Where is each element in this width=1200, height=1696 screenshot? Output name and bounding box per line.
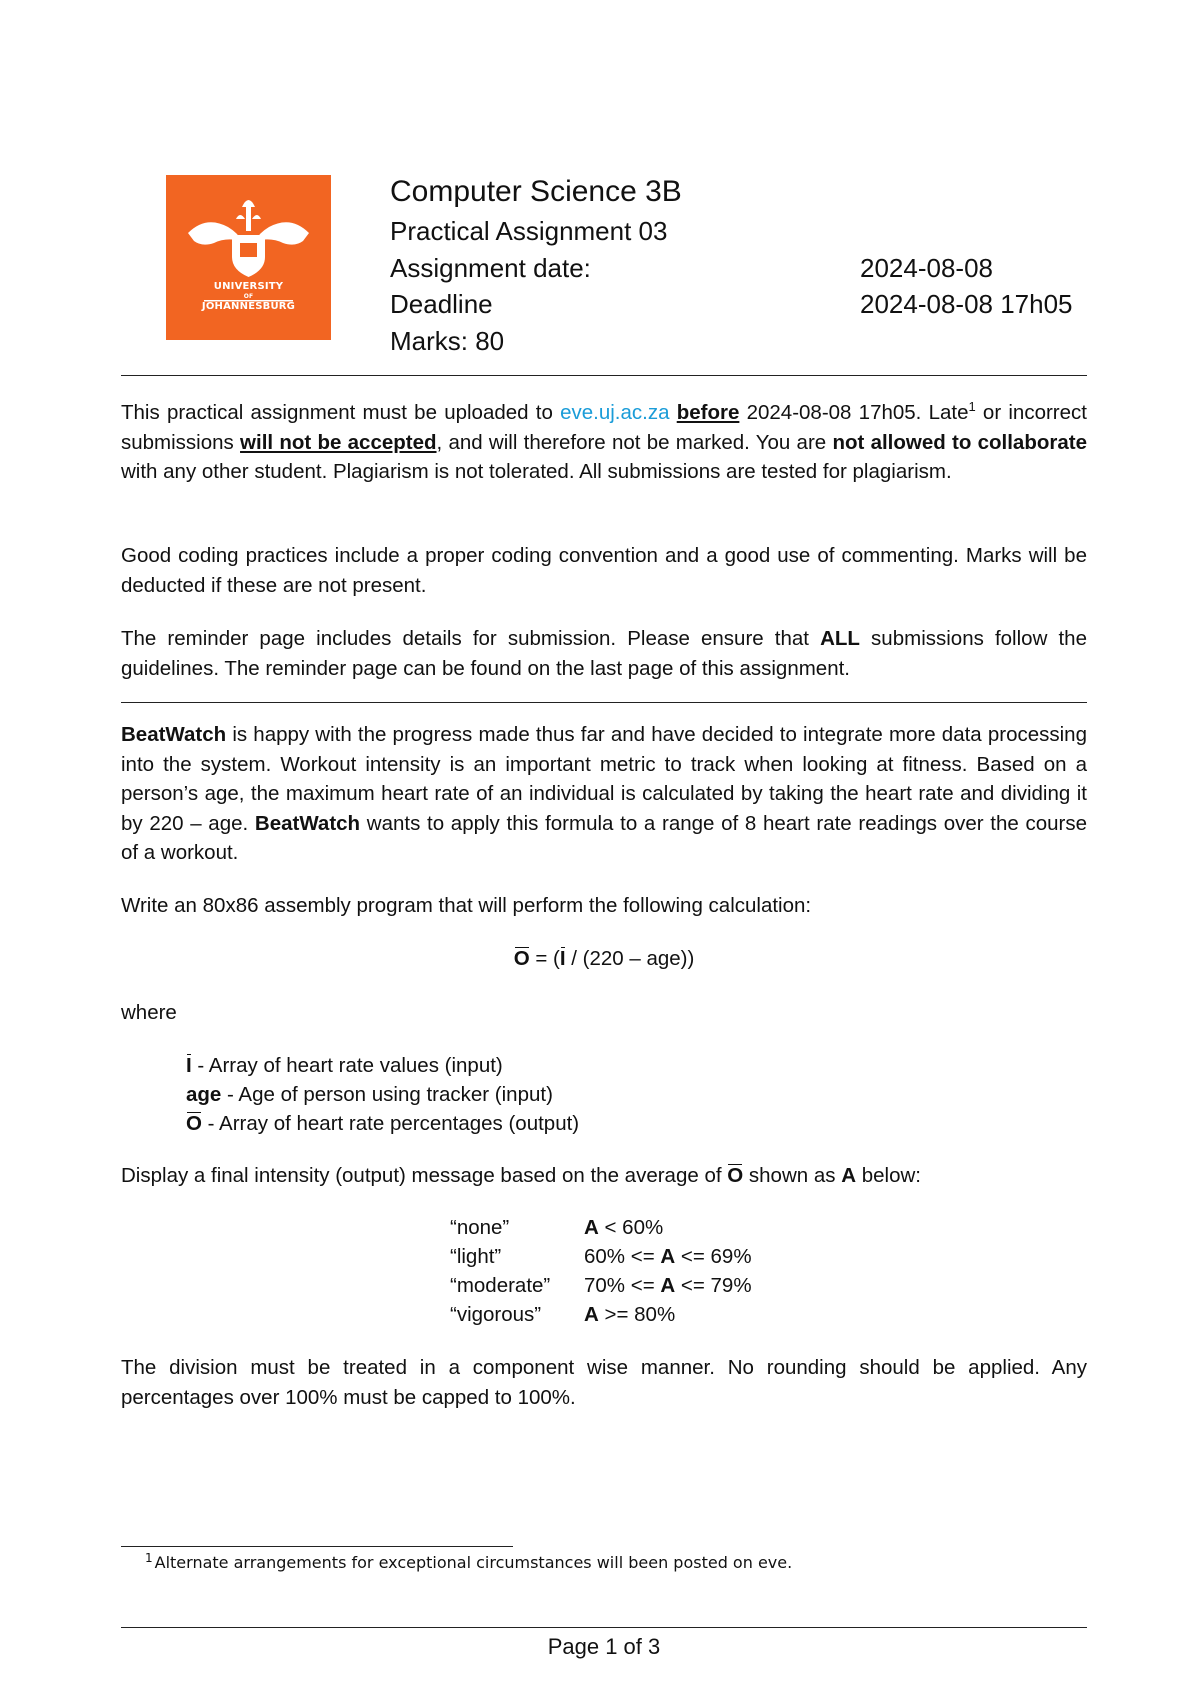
instruction-paragraph: Write an 80x86 assembly program that will perform the following calculation: — [121, 894, 812, 917]
intensity-table — [450, 1213, 752, 1329]
all-emphasis: ALL — [820, 627, 860, 650]
footnote-ref[interactable]: 1 — [968, 399, 976, 415]
average-symbol: A — [841, 1164, 857, 1187]
range-text: 70% <= — [584, 1274, 661, 1297]
intensity-row — [450, 1300, 752, 1329]
text-span: below: — [856, 1164, 921, 1187]
text-span: 2024-08-08 17h05. Late — [739, 401, 969, 424]
before-emphasis: before — [676, 401, 740, 424]
divider — [121, 375, 1087, 376]
intensity-name: “none” — [450, 1216, 510, 1239]
intensity-name: “moderate” — [450, 1274, 551, 1297]
definition-row — [186, 1080, 579, 1109]
deadline-label: Deadline — [390, 289, 493, 319]
intensity-name: “vigorous” — [450, 1303, 542, 1326]
logo-line-of: OF — [243, 293, 254, 300]
text-span: Display a final intensity (output) message based on the average of — [121, 1164, 728, 1187]
task-description-paragraph — [121, 720, 1087, 868]
variable-definitions — [186, 1051, 579, 1138]
eve-link[interactable]: eve.uj.ac.za — [560, 401, 670, 424]
reminder-paragraph — [121, 624, 1087, 683]
text-span: = ( — [529, 947, 560, 970]
intensity-name: “light” — [450, 1245, 502, 1268]
average-symbol: A — [660, 1245, 676, 1268]
assignment-title: Practical Assignment 03 — [390, 216, 668, 246]
footnote-text: Alternate arrangements for exceptional circumstances will been posted on eve. — [154, 1553, 793, 1572]
not-accepted-emphasis: will not be accepted — [240, 430, 437, 454]
text-span: or incorrect submissions — [121, 401, 1087, 454]
text-span: , and will therefore not be marked. You are — [436, 430, 833, 454]
intensity-row — [450, 1271, 752, 1300]
output-vector-symbol: O — [727, 1161, 743, 1191]
submission-paragraph — [121, 398, 1087, 487]
intensity-row — [450, 1213, 752, 1242]
average-symbol: A — [660, 1274, 676, 1297]
output-vector-symbol: O — [514, 944, 530, 974]
deadline-value: 2024-08-08 17h05 — [860, 289, 1073, 319]
university-logo — [166, 175, 331, 340]
footer-divider — [121, 1627, 1087, 1628]
logo-line-university: UNIVERSITY — [213, 281, 284, 292]
marks: Marks: 80 — [390, 326, 505, 356]
text-span: is happy with the progress made thus far and have decided to integrate more data processing into the system. Workout intensity is an important metric to track when looking at fitness. Based on a person’s age, the maximum heart rate of an individual is calculated by taking the heart rate and dividing it by 220 – age. — [121, 723, 1087, 835]
range-text: 60% <= — [584, 1245, 661, 1268]
university-crest-icon — [166, 175, 331, 340]
footnote — [145, 1552, 792, 1574]
definition-symbol: I — [186, 1051, 192, 1080]
divider — [121, 702, 1087, 703]
course-title: Computer Science 3B — [390, 175, 682, 208]
where-label: where — [121, 1001, 177, 1024]
text-span: submissions follow the guidelines. The reminder page can be found on the last page of this assignment. — [121, 627, 1087, 680]
definition-text: - Age of person using tracker (input) — [221, 1083, 553, 1106]
definition-row — [186, 1051, 579, 1080]
definition-text: - Array of heart rate values (input) — [191, 1054, 503, 1077]
intensity-row — [450, 1242, 752, 1271]
definition-text: - Array of heart rate percentages (output) — [201, 1112, 580, 1135]
footnote-divider — [121, 1546, 513, 1547]
intensity-instruction-paragraph — [121, 1161, 1087, 1191]
text-span: shown as — [743, 1164, 842, 1187]
formula — [121, 944, 1087, 974]
text-span: / (220 – age)) — [565, 947, 695, 970]
text-span: with any other student. Plagiarism is not tolerated. All submissions are tested for plagiarism. — [121, 460, 952, 483]
assignment-date-value: 2024-08-08 — [860, 253, 993, 283]
footnote-mark: 1 — [145, 1550, 153, 1565]
range-text: <= 79% — [675, 1274, 752, 1297]
text-span: This practical assignment must be uploaded to — [121, 401, 561, 424]
average-symbol: A — [584, 1303, 599, 1326]
range-text: < 60% — [598, 1216, 664, 1239]
assignment-date-label: Assignment date: — [390, 253, 591, 283]
logo-line-johannesburg: JOHANNESBURG — [201, 301, 296, 312]
brand-name: BeatWatch — [254, 811, 361, 835]
range-text: >= 80% — [598, 1303, 676, 1326]
definition-symbol: age — [186, 1083, 222, 1106]
input-vector-symbol: I — [560, 944, 566, 974]
definition-symbol: O — [186, 1109, 202, 1138]
not-allowed-emphasis: not allowed to collaborate — [832, 430, 1087, 454]
coding-practices-paragraph: Good coding practices include a proper coding convention and a good use of commenting. Marks will be deducted if these are not present. — [121, 544, 1087, 597]
page-number: Page 1 of 3 — [547, 1634, 661, 1659]
text-span: The reminder page includes details for submission. Please ensure that — [121, 627, 821, 650]
text-span — [670, 401, 677, 424]
division-rules-paragraph: The division must be treated in a component wise manner. No rounding should be applied. Any percentages over 100% must be capped to 100%. — [121, 1356, 1087, 1409]
brand-name: BeatWatch — [121, 723, 227, 746]
average-symbol: A — [584, 1216, 599, 1239]
definition-row — [186, 1109, 579, 1138]
text-span: wants to apply this formula to a range of 8 heart rate readings over the course of a workout. — [121, 811, 1087, 864]
range-text: <= 69% — [675, 1245, 752, 1268]
